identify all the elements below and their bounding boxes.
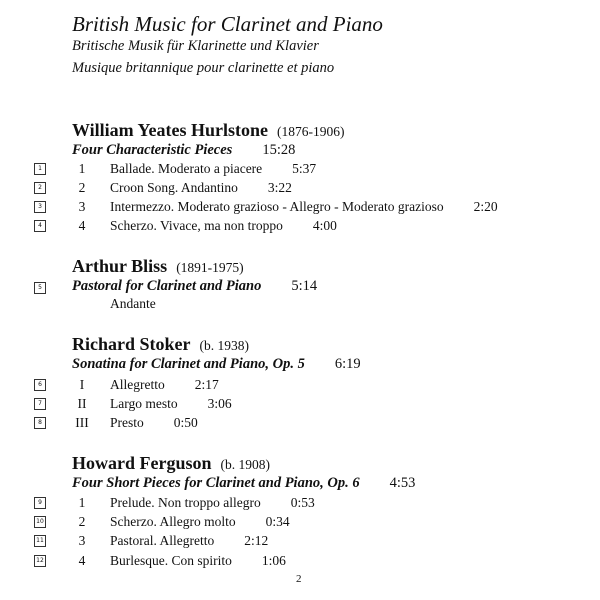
track-row[interactable] (0, 376, 600, 394)
tempo-marking: Andante (110, 296, 156, 311)
work-name: Pastoral for Clarinet and Piano (72, 278, 262, 294)
track-row[interactable] (0, 395, 600, 413)
booklet-title: British Music for Clarinet and Piano (72, 12, 383, 36)
movement-title-line (110, 198, 498, 216)
track-number-box[interactable]: 6 (34, 379, 46, 391)
movement-title: Scherzo. Allegro molto (110, 514, 236, 529)
movement-duration: 2:17 (194, 377, 219, 392)
track-number-box[interactable]: 2 (34, 182, 46, 194)
movement-number: I (79, 377, 85, 392)
composer-dates: (1876-1906) (277, 124, 345, 139)
movement-duration: 3:06 (207, 396, 232, 411)
movement-duration: 2:12 (244, 533, 269, 548)
work-duration: 5:14 (291, 278, 318, 294)
track-row[interactable] (0, 494, 600, 512)
track-number-box[interactable]: 4 (34, 220, 46, 232)
track-number-box[interactable]: 3 (34, 201, 46, 213)
work-duration: 6:19 (334, 356, 361, 372)
work-title (72, 278, 317, 295)
composer-name: William Yeates Hurlstone (72, 120, 268, 140)
movement-title: Presto (110, 415, 144, 430)
work-duration: 15:28 (262, 142, 296, 158)
composer-dates: (b. 1938) (199, 338, 249, 353)
movement-title: Pastoral. Allegretto (110, 533, 215, 548)
movement-number: 3 (78, 199, 86, 214)
movement-title-line (110, 395, 232, 413)
movement-number: 3 (78, 533, 86, 548)
track-number-box[interactable]: 7 (34, 398, 46, 410)
composer-heading (72, 120, 345, 141)
track-number-box[interactable]: 8 (34, 417, 46, 429)
composer-name: Richard Stoker (72, 334, 191, 354)
movement-number: 1 (78, 161, 86, 176)
composer-heading (72, 256, 244, 277)
movement-number: 1 (78, 495, 86, 510)
movement-duration: 0:50 (173, 415, 198, 430)
composer-name: Howard Ferguson (72, 453, 212, 473)
track-number-box[interactable]: 10 (34, 516, 46, 528)
work-duration: 4:53 (389, 475, 416, 491)
movement-title-line (110, 376, 219, 394)
composer-name: Arthur Bliss (72, 256, 168, 276)
work-name: Four Characteristic Pieces (72, 142, 233, 158)
movement-title-line (110, 494, 315, 512)
movement-number: II (77, 396, 87, 411)
track-row[interactable] (0, 532, 600, 550)
subtitle-french: Musique britannique pour clarinette et piano (72, 60, 335, 76)
movement-title: Largo mesto (110, 396, 178, 411)
track-row[interactable] (0, 179, 600, 197)
track-number-box[interactable]: 12 (34, 555, 46, 567)
composer-dates: (b. 1908) (220, 457, 270, 472)
composer-heading (72, 334, 249, 355)
composer-heading (72, 453, 270, 474)
movement-duration: 2:20 (473, 199, 498, 214)
movement-number: 2 (78, 180, 86, 195)
track-number-box[interactable]: 9 (34, 497, 46, 509)
track-row[interactable] (0, 217, 600, 235)
movement-title-line (110, 513, 290, 531)
work-name: Sonatina for Clarinet and Piano, Op. 5 (72, 356, 305, 372)
track-row[interactable] (0, 160, 600, 178)
composer-dates: (1891-1975) (176, 260, 244, 275)
movement-title-line (110, 414, 198, 432)
movement-title: Prelude. Non troppo allegro (110, 495, 261, 510)
movement-duration: 0:34 (265, 514, 290, 529)
track-number-box[interactable]: 1 (34, 163, 46, 175)
track-row[interactable] (0, 414, 600, 432)
subtitle-german: Britische Musik für Klarinette und Klavier (72, 38, 319, 54)
track-row[interactable] (0, 552, 600, 570)
movement-number: III (75, 415, 89, 430)
movement-number: 4 (78, 553, 86, 568)
work-title (72, 142, 295, 159)
work-title (72, 475, 415, 492)
movement-title: Intermezzo. Moderato grazioso - Allegro - Moderato grazioso (110, 199, 444, 214)
page-number: 2 (296, 573, 302, 585)
track-number-box[interactable]: 11 (34, 535, 46, 547)
movement-duration: 0:53 (290, 495, 315, 510)
work-title (72, 356, 361, 373)
movement-title-line (110, 552, 286, 570)
track-row[interactable] (0, 198, 600, 216)
movement-number: 4 (78, 218, 86, 233)
movement-title-line (110, 217, 337, 235)
movement-title: Ballade. Moderato a piacere (110, 161, 263, 176)
movement-title: Burlesque. Con spirito (110, 553, 232, 568)
track-number-box[interactable]: 5 (34, 282, 46, 294)
movement-number: 2 (78, 514, 86, 529)
track-row[interactable] (0, 513, 600, 531)
movement-title: Scherzo. Vivace, ma non troppo (110, 218, 283, 233)
work-name: Four Short Pieces for Clarinet and Piano, Op. 6 (72, 475, 360, 491)
movement-title-line (110, 160, 316, 178)
movement-title: Croon Song. Andantino (110, 180, 238, 195)
movement-duration: 5:37 (292, 161, 317, 176)
movement-duration: 1:06 (261, 553, 286, 568)
movement-title-line (110, 179, 292, 197)
movement-duration: 4:00 (312, 218, 337, 233)
movement-title-line (110, 532, 268, 550)
movement-title: Allegretto (110, 377, 165, 392)
movement-duration: 3:22 (267, 180, 292, 195)
